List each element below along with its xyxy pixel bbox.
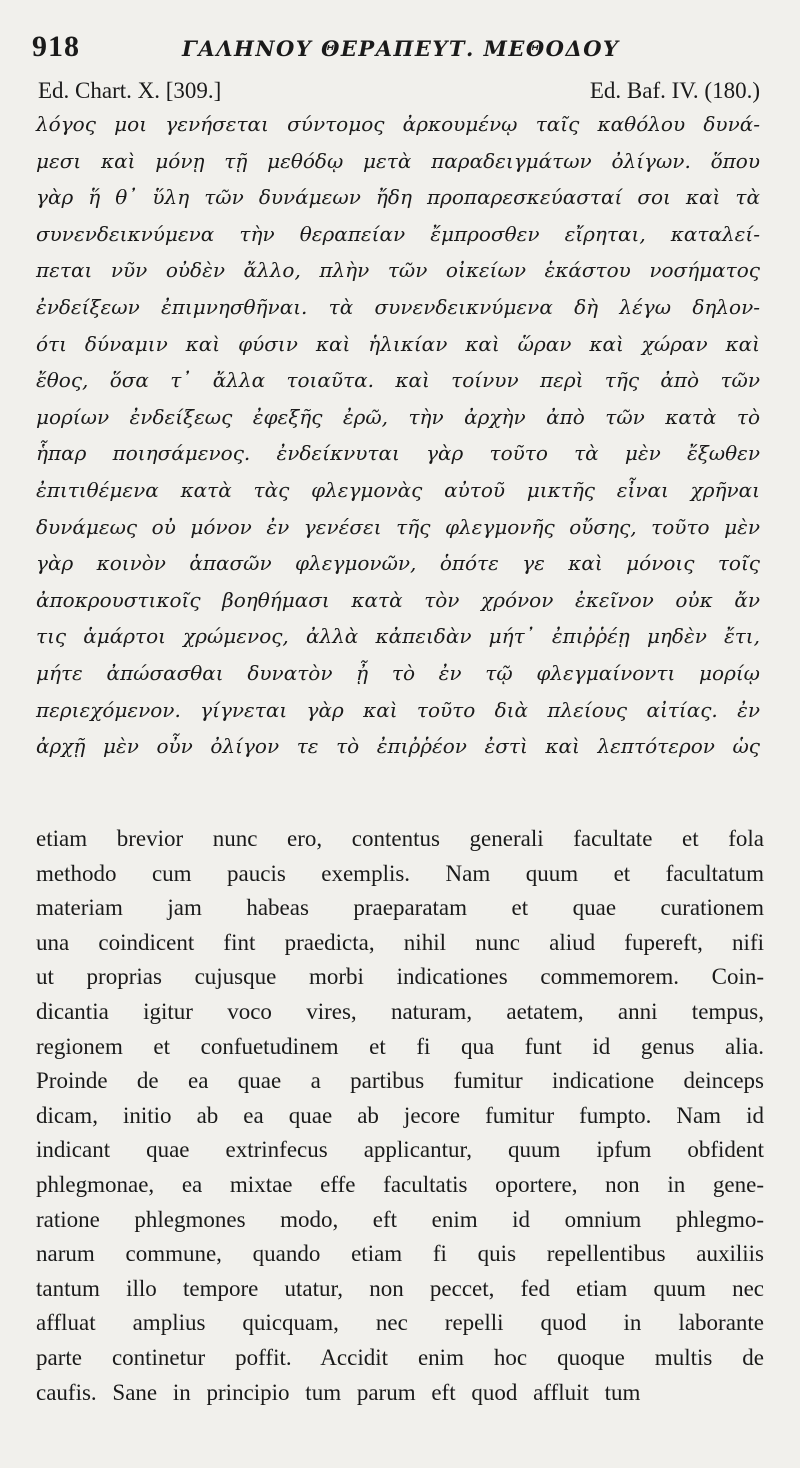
latin-text-line: tantum illo tempore utatur, non peccet, fed etiam quum nec <box>36 1275 764 1301</box>
greek-text-line: λόγος μοι γενήσεται σύντομος ἀρκουμένῳ ταῖς καθόλου δυνά- <box>36 112 760 136</box>
running-title: ΓΑΛΗΝΟΥ ΘΕΡΑΠΕΥΤ. ΜΕΘΟΔΟΥ <box>182 36 620 61</box>
latin-text-line: methodo cum paucis exemplis. Nam quum et facultatum <box>36 860 764 886</box>
page-header <box>32 28 772 68</box>
greek-text-line: ἀρχῇ μὲν οὖν ὀλίγον τε τὸ ἐπιῤῥέον ἐστὶ καὶ λεπτότερον ὡς <box>36 734 760 759</box>
latin-text-line: regionem et confuetudinem et fi qua funt id genus alia. <box>36 1033 764 1059</box>
greek-text-line: ἀποκρουστικοῖς βοηθήμασι κατὰ τὸν χρόνον ἐκεῖνον οὐκ ἄν <box>36 587 760 612</box>
greek-text-line: μεσι καὶ μόνῃ τῇ μεθόδῳ μετὰ παραδειγμάτων ὀλίγων. ὅπου <box>36 148 760 173</box>
latin-text-line: ut proprias cujusque morbi indicationes commemorem. Coin- <box>36 964 764 990</box>
greek-text-line: συνενδεικνύμενα τὴν θεραπείαν ἔμπροσθεν εἴρηται, καταλεί- <box>36 221 760 246</box>
latin-text-line: narum commune, quando etiam fi quis repellentibus auxiliis <box>36 1241 764 1267</box>
page-number: 918 <box>32 30 80 63</box>
latin-text-line: caufis. Sane in principio tum parum eft quod affluit tum <box>36 1379 641 1405</box>
greek-text-line: γὰρ κοινὸν ἁπασῶν φλεγμονῶν, ὁπότε γε καὶ μόνοις τοῖς <box>36 551 760 576</box>
latin-text-line: dicam, initio ab ea quae ab jecore fumitur fumpto. Nam id <box>36 1102 764 1128</box>
greek-text-line: ἐνδείξεων ἐπιμνησθῆναι. τὰ συνενδεικνύμενα δὴ λέγω δηλον- <box>36 294 760 319</box>
greek-text-line: μορίων ἐνδείξεως ἐφεξῆς ἐρῶ, τὴν ἀρχὴν ἀπὸ τῶν κατὰ τὸ <box>36 404 760 429</box>
greek-text-line: ἔθος, ὅσα τ᾽ ἄλλα τοιαῦτα. καὶ τοίνυν περὶ τῆς ἀπὸ τῶν <box>36 368 760 393</box>
latin-text-line: indicant quae extrinfecus applicantur, quum ipfum obfident <box>36 1137 764 1163</box>
latin-text-line: Proinde de ea quae a partibus fumitur indicatione deinceps <box>36 1068 764 1094</box>
latin-text-line: ratione phlegmones modo, eft enim id omnium phlegmo- <box>36 1206 764 1232</box>
greek-text-block <box>36 106 760 765</box>
greek-text-line: περιεχόμενον. γίγνεται γὰρ καὶ τοῦτο διὰ πλείους αἰτίας. ἐν <box>36 697 760 722</box>
greek-text-line: ότι δύναμιν καὶ φύσιν καὶ ἡλικίαν καὶ ὥραν καὶ χώραν καὶ <box>36 331 760 356</box>
greek-text-line: ἧπαρ ποιησάμενος. ἐνδείκνυται γὰρ τοῦτο τὰ μὲν ἔξωθεν <box>36 441 760 466</box>
greek-text-line: τις ἁμάρτοι χρώμενος, ἀλλὰ κἀπειδὰν μήτ᾽ ἐπιῤῥέῃ μηδὲν ἔτι, <box>36 624 760 649</box>
latin-text-line: una coindicent fint praedicta, nihil nunc aliud fupereft, nifi <box>36 929 764 955</box>
greek-text-line: γὰρ ἥ θ᾽ ὕλη τῶν δυνάμεων ἤδη προπαρεσκεύασταί σοι καὶ τὰ <box>36 185 760 210</box>
edition-reference-chartier: Ed. Chart. X. [309.] <box>38 78 222 103</box>
latin-text-line: phlegmonae, ea mixtae effe facultatis oportere, non in gene- <box>36 1171 764 1197</box>
greek-text-line: πεται νῦν οὐδὲν ἄλλο, πλὴν τῶν οἰκείων ἑκάστου νοσήματος <box>36 258 760 283</box>
greek-text-line: δυνάμεως οὐ μόνον ἐν γενέσει τῆς φλεγμονῆς οὔσης, τοῦτο μὲν <box>36 514 760 539</box>
greek-text-line: μήτε ἀπώσασθαι δυνατὸν ᾖ τὸ ἐν τῷ φλεγμαίνοντι μορίῳ <box>36 660 760 685</box>
latin-text-line: materiam jam habeas praeparatam et quae curationem <box>36 895 764 921</box>
latin-text-line: dicantia igitur voco vires, naturam, aetatem, anni tempus, <box>36 998 764 1024</box>
edition-reference-basel: Ed. Baf. IV. (180.) <box>589 78 760 103</box>
latin-text-block <box>36 822 764 1410</box>
latin-text-line: affluat amplius quicquam, nec repelli quod in laborante <box>36 1310 764 1336</box>
greek-text-line: ἐπιτιθέμενα κατὰ τὰς φλεγμονὰς αὐτοῦ μικτῆς εἶναι χρῆναι <box>36 477 760 502</box>
latin-text-line: etiam brevior nunc ero, contentus generali facultate et fola <box>36 826 764 851</box>
latin-text-line: parte continetur poffit. Accidit enim hoc quoque multis de <box>36 1344 764 1370</box>
